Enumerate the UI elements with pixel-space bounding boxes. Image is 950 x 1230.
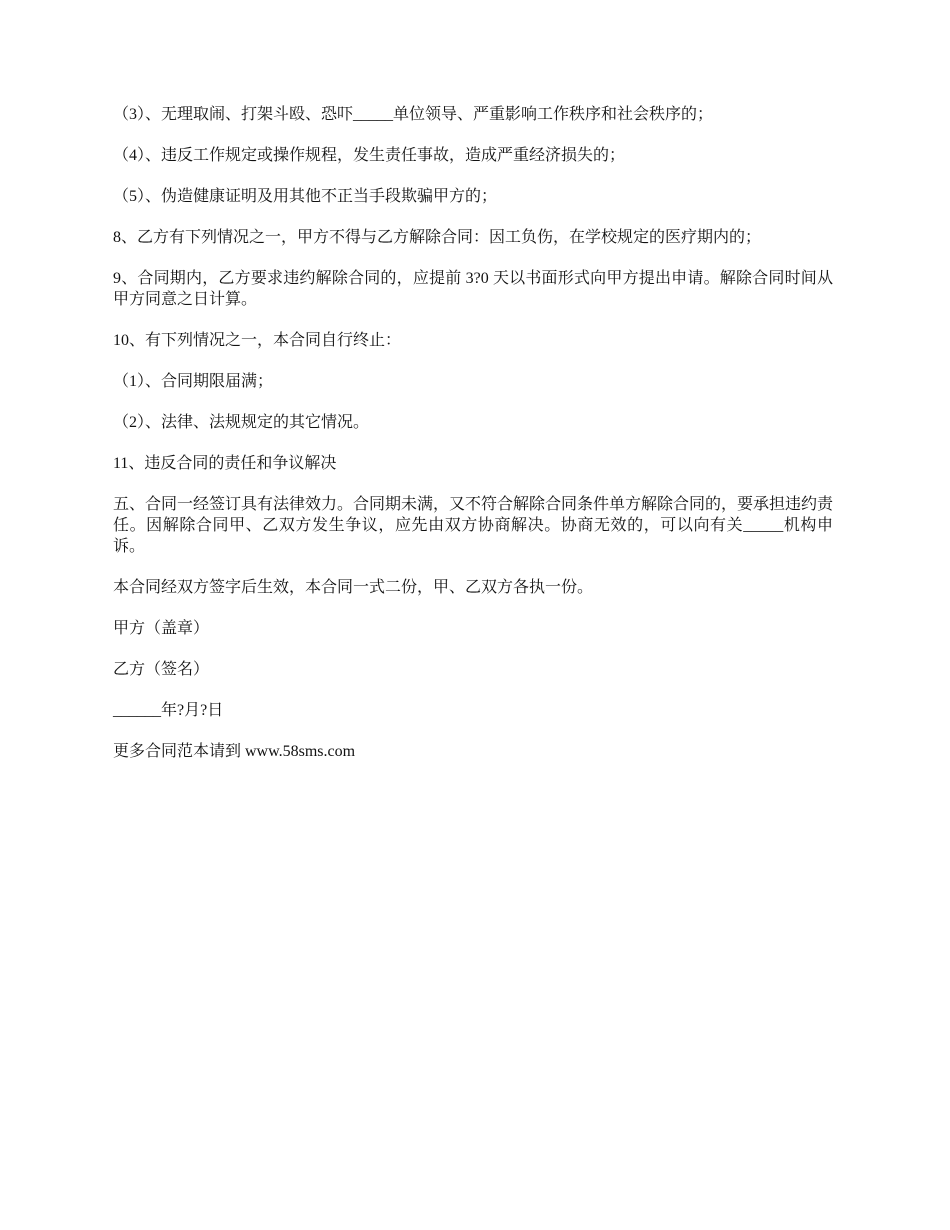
clause-10-item-1: （1）、合同期限届满； <box>113 373 274 390</box>
section-5-legal-effect: 五、合同一经签订具有法律效力。合同期未满，又不符合解除合同条件单方解除合同的，要承担违约责任。因解除合同甲、乙双方发生争议，应先由双方协商解决。协商无效的，可以向有关_____机构申诉。 <box>113 496 834 555</box>
party-b-signature: 乙方（签名） <box>113 661 210 678</box>
footer-more-templates: 更多合同范本请到 www.58sms.com <box>113 743 356 760</box>
date-line: ______年?月?日 <box>113 702 224 719</box>
clause-5-fraud: （5）、伪造健康证明及用其他不正当手段欺骗甲方的； <box>113 188 498 205</box>
clause-3-disruption: （3）、无理取闹、打架斗殴、恐吓_____单位领导、严重影响工作秩序和社会秩序的； <box>113 106 714 123</box>
clause-4-violation: （4）、违反工作规定或操作规程，发生责任事故，造成严重经济损失的； <box>113 147 626 164</box>
document-body <box>113 104 833 762</box>
clause-11-heading: 11、违反合同的责任和争议解决 <box>113 455 337 472</box>
clause-10-termination-heading: 10、有下列情况之一，本合同自行终止： <box>113 332 402 349</box>
clause-10-item-2: （2）、法律、法规规定的其它情况。 <box>113 414 370 431</box>
party-a-seal: 甲方（盖章） <box>113 620 210 637</box>
effective-clause: 本合同经双方签字后生效，本合同一式二份，甲、乙双方各执一份。 <box>113 579 594 596</box>
clause-8-no-termination: 8、乙方有下列情况之一，甲方不得与乙方解除合同：因工负伤，在学校规定的医疗期内的； <box>113 229 762 246</box>
clause-9-resignation: 9、合同期内，乙方要求违约解除合同的，应提前 3?0 天以书面形式向甲方提出申请。解除合同时间从甲方同意之日计算。 <box>113 270 833 308</box>
